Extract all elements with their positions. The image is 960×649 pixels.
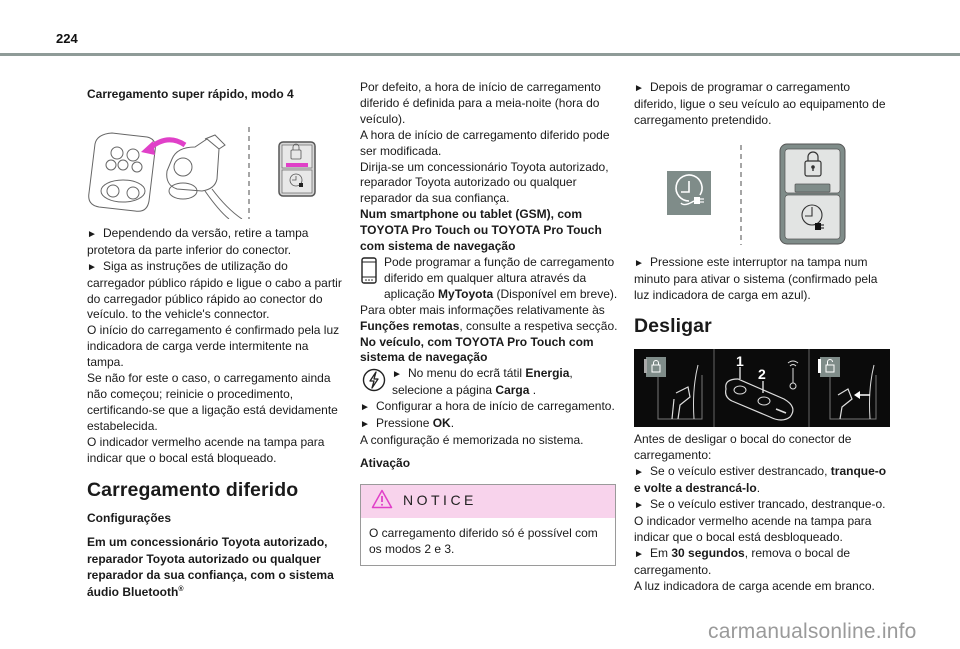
para-memorized: A configuração é memorizada no sistema. (360, 432, 584, 447)
para-charging-confirmed: O início do carregamento é confirmado pela luz indicadora de carga verde intermitente na tampa. (87, 323, 340, 370)
para-white-light: A luz indicadora de carga acende em branco. (634, 578, 875, 593)
para-before-disconnect: Antes de desligar o bocal do conector de carregamento: (634, 432, 852, 463)
column-3 (634, 80, 896, 595)
heading-mode-4: Carregamento super rápido, modo 4 (87, 87, 294, 101)
figure-disconnect-steps (634, 349, 896, 427)
para-mytoyota: Pode programar a função de carregamento diferido em qualquer altura através da aplicação MyToyota (Disponível em breve). (360, 255, 618, 303)
column-2 (360, 80, 618, 566)
para-not-started: Se não for este o caso, o carregamento ainda não começou; reinicie o procedimento, certificando-se que a ligação está devidamente estabelecida. (87, 371, 338, 433)
svg-text:1: 1 (736, 353, 744, 370)
notice-body: O carregamento diferido só é possível com os modos 2 e 3. (369, 525, 598, 556)
notice-title: NOTICE (403, 492, 477, 509)
arrow-bullet-icon: ► (87, 261, 97, 273)
heading-smartphone: Num smartphone ou tablet (GSM), com TOYOTA Pro Touch ou TOYOTA Pro Touch com sistema de navegação (360, 207, 602, 254)
smartphone-icon (360, 255, 378, 290)
bullet-30-seconds: ► Em 30 segundos, remova o bocal de carregamento. (634, 545, 851, 577)
notice-header (361, 485, 615, 518)
para-red-indicator: O indicador vermelho acende na tampa para indicar que o bocal está bloqueado. (87, 434, 325, 465)
bullet-after-program: ► Depois de programar o carregamento diferido, ligue o seu veículo ao equipamento de carregamento pretendido. (634, 80, 886, 127)
figure-deferred-button (634, 141, 896, 249)
header-divider (0, 53, 960, 56)
connector-cap-illustration (77, 119, 337, 219)
arrow-bullet-icon: ► (360, 419, 370, 431)
bullet-follow-instructions: ► Siga as instruções de utilização do carregador público rápido e ligue o cabo a partir do carregador público rápido ao conector do veículo. to the vehicle's connector. (87, 258, 342, 322)
column-1 (87, 80, 343, 600)
arrow-bullet-icon: ► (634, 500, 644, 512)
watermark: carmanualsonline.info (708, 620, 917, 643)
energy-lightning-icon (362, 367, 386, 398)
subsection-configurations: Configurações (87, 510, 172, 525)
para-contact-dealer: Dirija-se um concessionário Toyota autorizado, reparador Toyota autorizado ou qualquer reparador da sua confiança. (360, 159, 609, 206)
bullet-press-switch: ► Pressione este interruptor na tampa num minuto para ativar o sistema (confirmado pela luz indicadora de carga em azul). (634, 254, 878, 302)
bullet-remove-cap: ► Dependendo da versão, retire a tampa protetora da parte inferior do conector. (87, 225, 309, 257)
registered-mark: ® (178, 585, 184, 593)
heading-in-vehicle: No veículo, com TOYOTA Pro Touch com sistema de navegação (360, 334, 594, 365)
figure-connector-cap (77, 119, 343, 219)
arrow-bullet-icon: ► (634, 548, 644, 560)
section-title-disconnect: Desligar (634, 315, 712, 338)
svg-text:2: 2 (758, 366, 766, 383)
arrow-bullet-icon: ► (634, 83, 644, 94)
arrow-bullet-icon: ► (634, 257, 644, 269)
bullet-locked: ► Se o veículo estiver trancado, destranque-o. (634, 497, 896, 514)
para-red-unlocked: O indicador vermelho acende na tampa para indicar que o bocal está desbloqueado. (634, 513, 872, 544)
bullet-unlocked: ► Se o veículo estiver destrancado, tranque-o e volte a destrancá-lo. (634, 464, 887, 496)
warning-triangle-icon (371, 489, 393, 514)
arrow-bullet-icon: ► (360, 402, 370, 414)
step-configure-time: ► Configurar a hora de início de carregamento. (360, 399, 618, 416)
section-title-deferred: Carregamento diferido (87, 478, 299, 501)
arrow-bullet-icon: ► (634, 467, 644, 479)
deferred-charge-button-icon (667, 171, 711, 215)
step-press-ok: ► Pressione OK. (360, 416, 618, 433)
step-energy-menu: ► No menu do ecrã tátil Energia, selecione a página Carga . (360, 366, 618, 399)
page-number: 224 (56, 31, 78, 46)
para-remote-functions: Para obter mais informações relativamente às Funções remotas, consulte a respetiva secção. (360, 302, 618, 333)
arrow-bullet-icon: ► (87, 228, 97, 240)
notice-box (360, 484, 616, 566)
para-dealer-bluetooth: Em um concessionário Toyota autorizado, reparador Toyota autorizado ou qualquer reparador da sua confiança, com o sistema áudio Bluetooth® (87, 535, 334, 599)
para-default-midnight: Por defeito, a hora de início de carregamento diferido é definida para a meia-noite (hora do veículo). (360, 80, 601, 126)
arrow-bullet-icon: ► (392, 369, 402, 381)
heading-activation: Ativação (360, 455, 411, 470)
para-can-modify: A hora de início de carregamento diferido pode ser modificada. (360, 127, 610, 158)
